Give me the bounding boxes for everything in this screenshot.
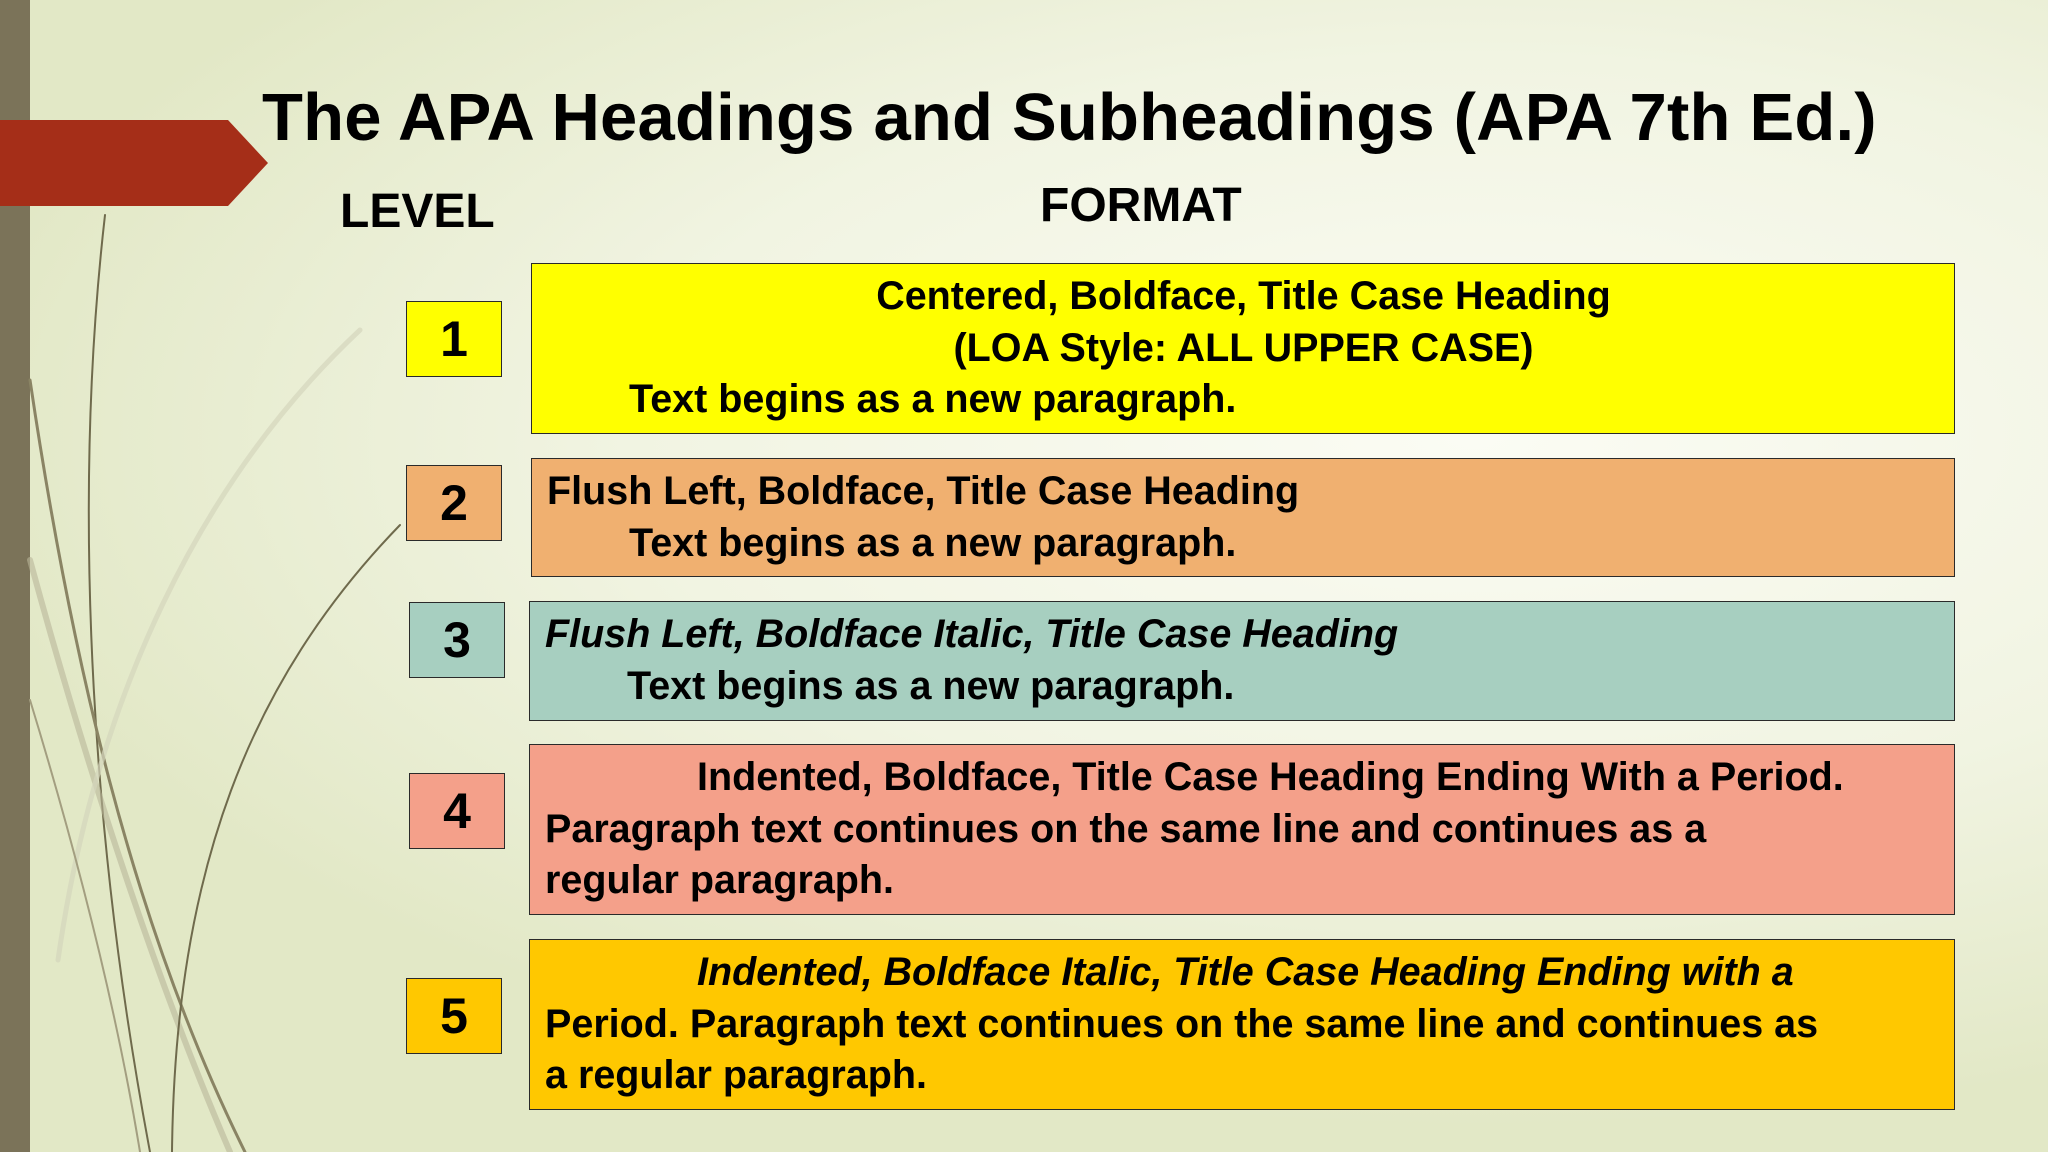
slide-title: The APA Headings and Subheadings (APA 7th Ed.) [262,80,1877,155]
level-5-number: 5 [406,978,502,1054]
level-1-line-1: Centered, Boldface, Title Case Heading [876,274,1611,318]
level-2-format-box [531,458,1955,577]
level-4-number: 4 [409,773,505,849]
level-5-line-1: Indented, Boldface Italic, Title Case Heading Ending with a [697,950,1794,994]
level-1-number: 1 [406,301,502,377]
level-1-format-box [531,263,1955,434]
red-arrow-shape [0,120,268,206]
level-3-line-2: Text begins as a new paragraph. [627,663,1235,708]
level-3-number: 3 [409,602,505,678]
level-5-line-3: a regular paragraph. [545,1053,927,1097]
level-1-line-2: (LOA Style: ALL UPPER CASE) [953,325,1534,370]
level-3-line-1: Flush Left, Boldface Italic, Title Case Heading [545,612,1399,656]
level-4-line-3: regular paragraph. [545,858,895,902]
level-column-header: LEVEL [340,185,495,238]
level-2-line-1: Flush Left, Boldface, Title Case Heading [547,469,1300,513]
level-5-line-2: Period. Paragraph text continues on the same line and continues as [545,1001,1819,1046]
level-4-format-box [529,744,1955,915]
level-1-line-3: Text begins as a new paragraph. [629,377,1237,421]
level-4-line-1: Indented, Boldface, Title Case Heading Ending With a Period. [697,755,1844,799]
level-3-format-box [529,601,1955,721]
level-2-number: 2 [406,465,502,541]
format-column-header: FORMAT [1040,179,1242,232]
level-5-format-box [529,939,1955,1110]
level-4-line-2: Paragraph text continues on the same line and continues as a [545,806,1707,851]
level-2-line-2: Text begins as a new paragraph. [629,520,1237,565]
